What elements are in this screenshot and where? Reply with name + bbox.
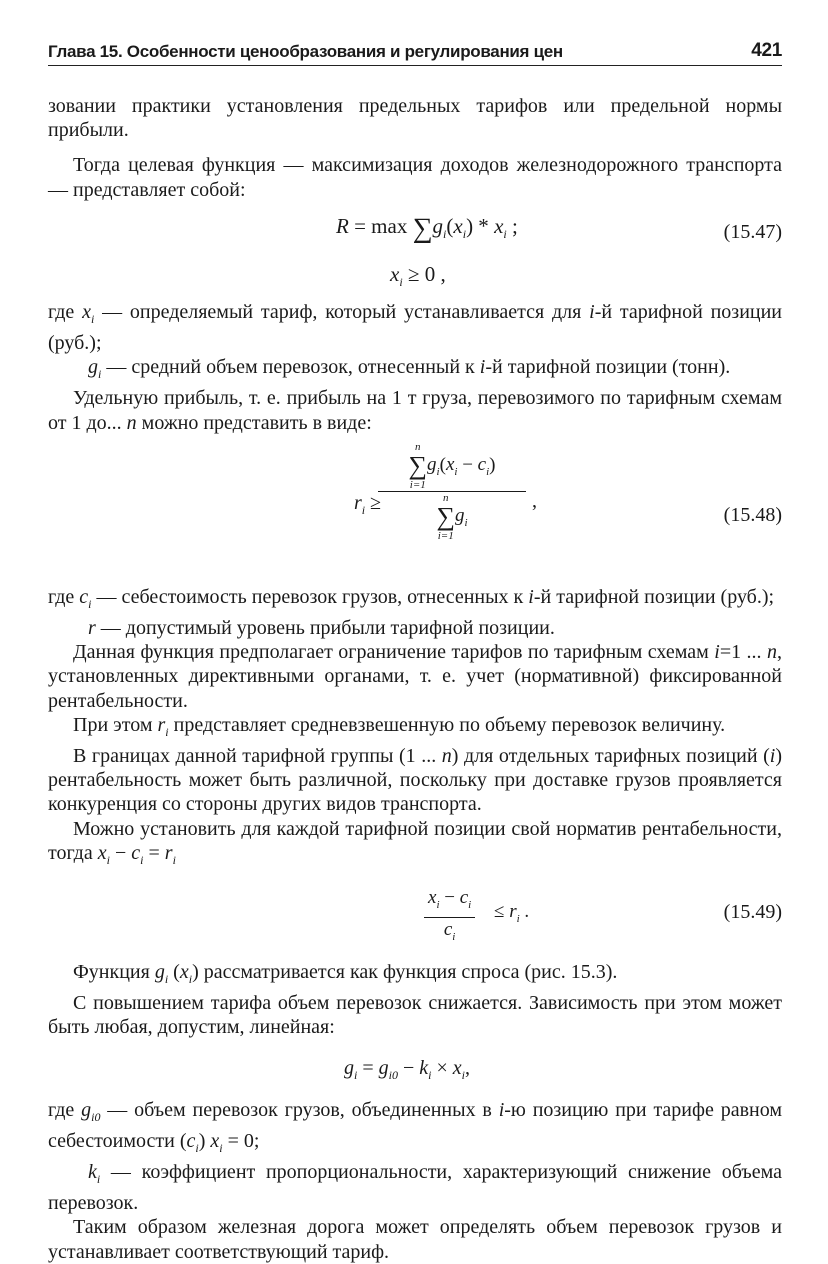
paragraph: Тогда целевая функция — максимизация доходов железнодорожного транспорта — представляет собой:: [48, 154, 782, 201]
paragraph: С повышением тарифа объем перевозок снижается. Зависимость при этом может быть любая, допустим, линейная:: [48, 992, 782, 1039]
paragraph: $k_i$ — коэффициент пропорциональности, характеризующий снижение объема перевозок.: [48, 1161, 782, 1215]
header-rule: [48, 65, 782, 66]
equation-number: (15.48): [723, 503, 782, 526]
paragraph: r — допустимый уровень прибыли тарифной позиции.: [88, 617, 555, 640]
paragraph: где $g_{i0}$ — объем перевозок грузов, объединенных в i-ю позицию при тарифе равном себестоимости $(c_i) x_i = 0$;: [48, 1098, 782, 1155]
paragraph: Удельную прибыль, т. е. прибыль на 1 т груза, перевозимого по тарифным схемам от 1 до... n можно представить в виде:: [48, 387, 782, 434]
equation-number: (15.49): [723, 901, 782, 924]
paragraph: При этом $r_i$ представляет средневзвешенную по объему перевозок величину.: [73, 713, 726, 739]
paragraph: где $c_i$ — себестоимость перевозок грузов, отнесенных к i-й тарифной позиции (руб.);: [48, 585, 775, 611]
paragraph: Таким образом железная дорога может определять объем перевозок грузов и устанавливает соответствующий тариф.: [48, 1216, 782, 1263]
page-number: 421: [751, 40, 782, 61]
equation-15-47: $R = \max \sum g_i(x_i) * x_i$ ; (15.47): [336, 212, 782, 244]
paragraph: В границах данной тарифной группы (1 ... n) для отдельных тарифных позиций (i) рентабельность может быть различной, поскольку при доставке грузов проявляется конкуренция со стороны других видов транспорта.: [48, 745, 782, 816]
chapter-title: Глава 15. Особенности ценообразования и регулирования цен: [48, 42, 563, 61]
equation-constraint: $x_i \ge 0$ ,: [390, 261, 446, 289]
equation-15-49: $\frac{x_i - c_i}{c_i}$ ≤ $r_i$ . (15.49): [48, 876, 782, 960]
equation-15-48: $r_i$ ≥ n ∑ i=1 $g_i(x_i - c_i)$ n ∑ i=1 $g_i$ , (15.48): [354, 440, 782, 542]
paragraph: где $x_i$ — определяемый тариф, который устанавливается для i-й тарифной позиции (руб.);: [48, 300, 783, 355]
paragraph: Можно установить для каждой тарифной позиции свой норматив рентабельности, тогда $x_i - c_i = r_i$: [48, 817, 782, 867]
paragraph: Функция $g_i$ $(x_i)$ рассматривается как функция спроса (рис. 15.3).: [73, 961, 618, 987]
equation-demand: $g_i = g_{i0} - k_i \times x_i$,: [344, 1056, 470, 1082]
paragraph: Данная функция предполагает ограничение тарифов по тарифным схемам i=1 ... n, установленных директивными органами, т. е. учет (нормативной) фиксированной рентабельности.: [48, 641, 782, 712]
running-header: [48, 40, 782, 64]
equation-number: (15.47): [723, 220, 782, 243]
page-body: [48, 94, 782, 1264]
paragraph: зовании практики установления предельных тарифов или предельной нормы прибыли.: [48, 95, 782, 142]
paragraph: $g_i$ — средний объем перевозок, отнесенный к i-й тарифной позиции (тонн).: [88, 356, 731, 382]
